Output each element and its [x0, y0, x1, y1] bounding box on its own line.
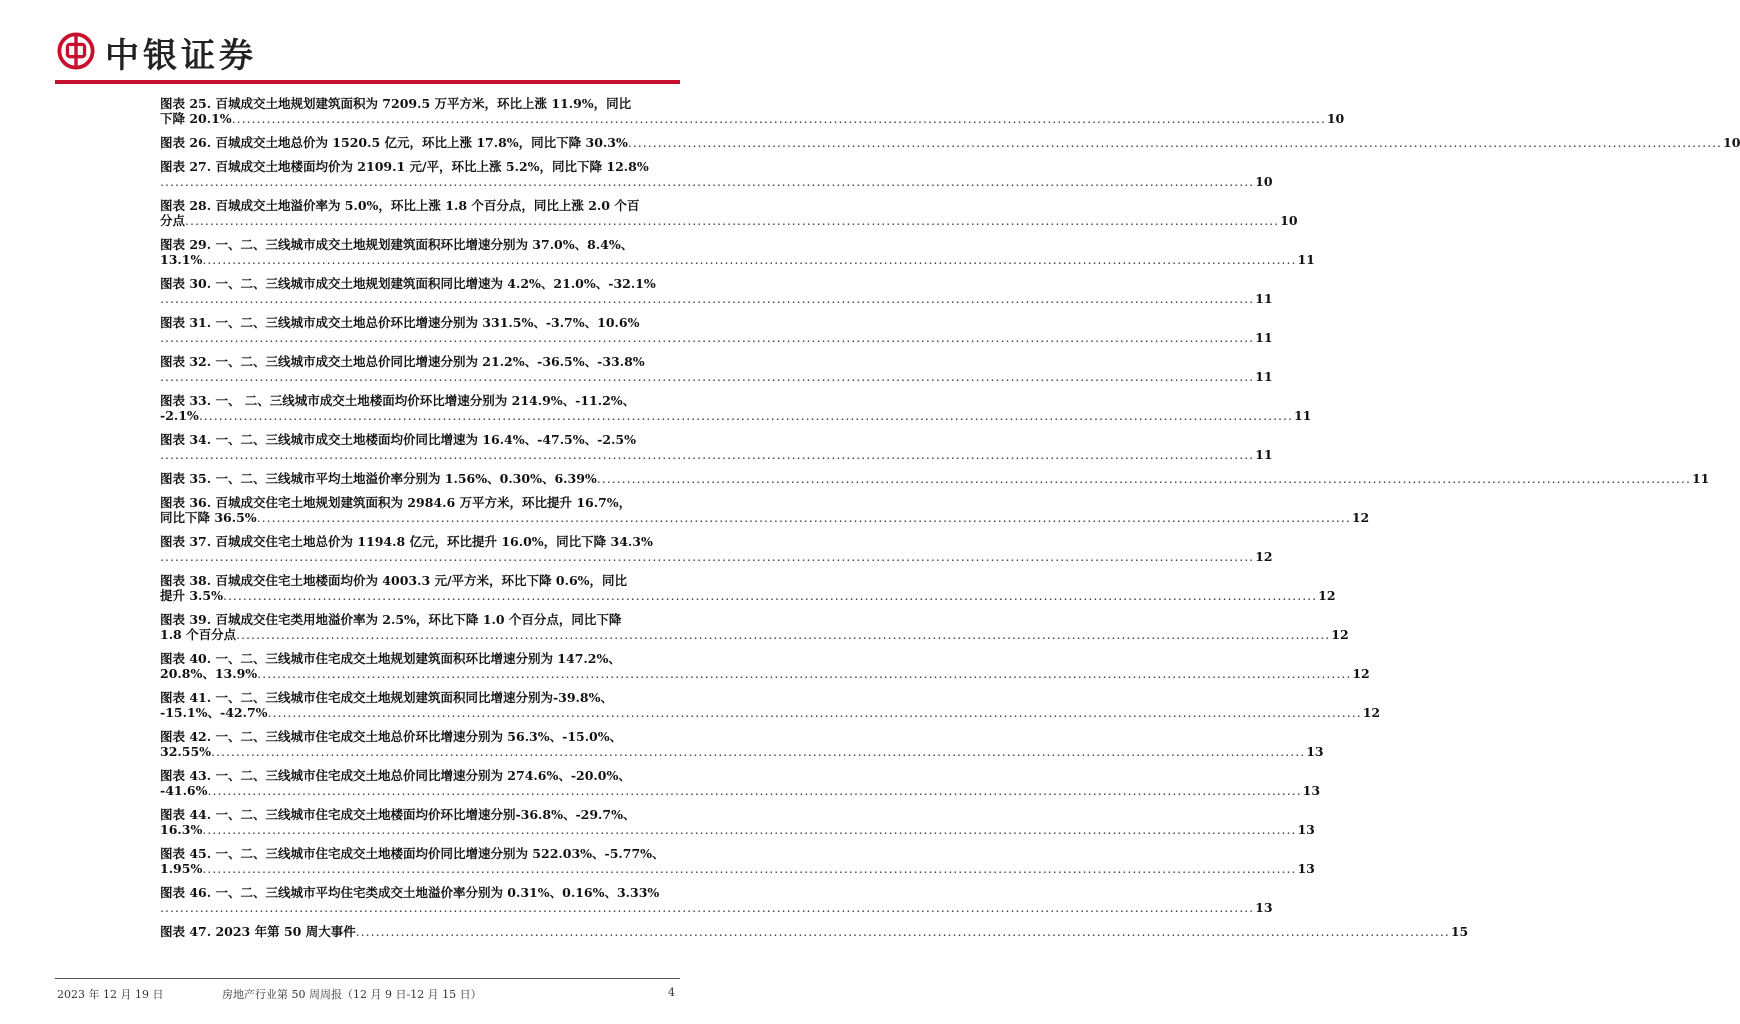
toc-entry-line: [160, 783, 1321, 798]
toc-entry-text: 20.8%、13.9%: [160, 666, 258, 681]
toc-entry[interactable]: [160, 534, 1273, 564]
toc-entry-line: 图表 32. 一、二、三线城市成交土地总价同比增速分别为 21.2%、-36.5%、-33.8%: [160, 354, 645, 369]
toc-entry-text: 13.1%: [160, 252, 203, 267]
toc-entry-line: [160, 213, 1298, 228]
toc-page-number: 13: [1302, 783, 1321, 798]
toc-page-number: 13: [1297, 861, 1315, 876]
toc-entry-text: -15.1%、-42.7%: [160, 705, 268, 720]
toc-entry-line: 图表 28. 百城成交土地溢价率为 5.0%，环比上涨 1.8 个百分点，同比上涨 2.0 个百: [160, 198, 640, 213]
toc-leader-dots: ............................................................................................................................................................................................................................: [222, 588, 1318, 603]
toc-leader-dots: ............................................................................................................................................................................................................................: [207, 783, 1302, 798]
toc-entry-line: 图表 29. 一、二、三线城市成交土地规划建筑面积环比增速分别为 37.0%、8.4%、: [160, 237, 634, 252]
toc-entry-text: 同比下降 36.5%: [160, 510, 257, 525]
toc-entry[interactable]: [160, 573, 1336, 603]
toc-entry-line: [160, 705, 1381, 720]
toc-entry[interactable]: [160, 393, 1312, 423]
toc-leader-dots: ............................................................................................................................................................................................................................: [160, 174, 1255, 189]
toc-entry-text: 32.55%: [160, 744, 212, 759]
toc-entry-line: [160, 666, 1370, 681]
toc-page-number: 11: [1255, 447, 1273, 462]
toc-page-number: 11: [1255, 291, 1273, 306]
toc-entry-text: -41.6%: [160, 783, 208, 798]
toc-page-number: 11: [1255, 369, 1273, 384]
toc-leader-dots: ............................................................................................................................................................................................................................: [267, 705, 1362, 720]
toc-entry-line: [160, 369, 1273, 384]
toc-entry-line: 图表 37. 百城成交住宅土地总价为 1194.8 亿元，环比提升 16.0%，同比下降 34.3%: [160, 534, 653, 549]
toc-entry[interactable]: [160, 690, 1381, 720]
table-of-figures: [160, 96, 1740, 948]
toc-leader-dots: ............................................................................................................................................................................................................................: [160, 330, 1255, 345]
toc-page-number: 12: [1352, 666, 1370, 681]
toc-entry-line: [160, 861, 1315, 876]
page-number: 4: [668, 986, 675, 999]
toc-page-number: 11: [1691, 471, 1710, 486]
toc-leader-dots: ............................................................................................................................................................................................................................: [160, 900, 1255, 915]
toc-entry-line: 图表 25. 百城成交土地规划建筑面积为 7209.5 万平方米，环比上涨 11.9%，同比: [160, 96, 632, 111]
toc-entry[interactable]: [160, 924, 1469, 939]
toc-entry-text: 分点: [160, 213, 186, 228]
toc-entry-line: [160, 924, 1469, 939]
toc-leader-dots: ............................................................................................................................................................................................................................: [160, 447, 1255, 462]
toc-leader-dots: ............................................................................................................................................................................................................................: [257, 666, 1352, 681]
toc-entry-line: 图表 44. 一、二、三线城市住宅成交土地楼面均价环比增速分别-36.8%、-29.7%、: [160, 807, 636, 822]
toc-entry-text: 16.3%: [160, 822, 203, 837]
toc-entry-line: [160, 588, 1336, 603]
toc-entry-line: [160, 447, 1273, 462]
toc-entry[interactable]: [160, 885, 1273, 915]
report-date: 2023 年 12 月 19 日: [57, 988, 164, 1001]
toc-entry-line: [160, 471, 1710, 486]
toc-entry-line: [160, 627, 1349, 642]
toc-entry-line: 图表 39. 百城成交住宅类用地溢价率为 2.5%，环比下降 1.0 个百分点，同比下降: [160, 612, 622, 627]
toc-entry-text: 提升 3.5%: [160, 588, 223, 603]
toc-entry-line: [160, 111, 1345, 126]
toc-page-number: 11: [1297, 252, 1315, 267]
bank-of-china-logo-icon: [57, 32, 95, 70]
toc-page-number: 12: [1362, 705, 1381, 720]
toc-page-number: 12: [1255, 549, 1273, 564]
footer-divider: [55, 978, 680, 979]
toc-entry-line: [160, 174, 1273, 189]
toc-entry-line: [160, 510, 1370, 525]
toc-entry-line: 图表 38. 百城成交住宅土地楼面均价为 4003.3 元/平方米，环比下降 0.6%，同比: [160, 573, 628, 588]
toc-entry-line: [160, 549, 1273, 564]
toc-entry[interactable]: [160, 471, 1710, 486]
toc-entry-text: 图表 47. 2023 年第 50 周大事件: [160, 924, 356, 939]
toc-leader-dots: ............................................................................................................................................................................................................................: [355, 924, 1450, 939]
toc-entry-line: 图表 46. 一、二、三线城市平均住宅类成交土地溢价率分别为 0.31%、0.16%、3.33%: [160, 885, 660, 900]
toc-leader-dots: ............................................................................................................................................................................................................................: [202, 861, 1297, 876]
toc-entry-text: 图表 35. 一、二、三线城市平均土地溢价率分别为 1.56%、0.30%、6.39%: [160, 471, 597, 486]
toc-entry-text: 1.8 个百分点: [160, 627, 237, 642]
toc-entry[interactable]: [160, 651, 1370, 681]
toc-entry[interactable]: [160, 432, 1273, 462]
toc-entry[interactable]: [160, 495, 1370, 525]
toc-page-number: 12: [1318, 588, 1336, 603]
toc-page-number: 11: [1255, 330, 1273, 345]
toc-entry[interactable]: [160, 846, 1315, 876]
toc-page-number: 11: [1293, 408, 1312, 423]
toc-page-number: 10: [1255, 174, 1273, 189]
toc-entry-line: [160, 135, 1740, 150]
toc-entry[interactable]: [160, 768, 1321, 798]
toc-entry-text: 1.95%: [160, 861, 203, 876]
toc-page-number: 12: [1351, 510, 1370, 525]
toc-entry[interactable]: [160, 354, 1273, 384]
toc-leader-dots: ............................................................................................................................................................................................................................: [236, 627, 1331, 642]
toc-page-number: 13: [1306, 744, 1324, 759]
toc-page-number: 12: [1331, 627, 1349, 642]
toc-entry-line: [160, 408, 1312, 423]
toc-entry[interactable]: [160, 159, 1273, 189]
toc-entry[interactable]: [160, 315, 1273, 345]
toc-page-number: 13: [1297, 822, 1315, 837]
toc-entry-line: [160, 330, 1273, 345]
toc-page-number: 13: [1255, 900, 1273, 915]
report-title: 房地产行业第 50 周周报（12 月 9 日-12 月 15 日）: [222, 988, 482, 1001]
toc-entry-line: 图表 40. 一、二、三线城市住宅成交土地规划建筑面积环比增速分别为 147.2%、: [160, 651, 621, 666]
toc-entry-line: 图表 42. 一、二、三线城市住宅成交土地总价环比增速分别为 56.3%、-15.0%、: [160, 729, 623, 744]
toc-entry[interactable]: [160, 612, 1349, 642]
toc-entry-line: 图表 45. 一、二、三线城市住宅成交土地楼面均价同比增速分别为 522.03%、-5.77%、: [160, 846, 665, 861]
toc-page-number: 10: [1326, 111, 1345, 126]
toc-entry-line: [160, 252, 1315, 267]
toc-leader-dots: ............................................................................................................................................................................................................................: [202, 252, 1297, 267]
toc-page-number: 10: [1723, 135, 1740, 150]
toc-leader-dots: ............................................................................................................................................................................................................................: [160, 369, 1255, 384]
toc-entry[interactable]: [160, 135, 1740, 150]
toc-entry-text: -2.1%: [160, 408, 199, 423]
toc-entry-line: 图表 36. 百城成交住宅土地规划建筑面积为 2984.6 万平方米，环比提升 16.7%，: [160, 495, 632, 510]
toc-entry-line: 图表 34. 一、二、三线城市成交土地楼面均价同比增速为 16.4%、-47.5%、-2.5%: [160, 432, 636, 447]
toc-leader-dots: ............................................................................................................................................................................................................................: [231, 111, 1326, 126]
toc-entry-line: [160, 900, 1273, 915]
toc-leader-dots: ............................................................................................................................................................................................................................: [211, 744, 1306, 759]
toc-leader-dots: ............................................................................................................................................................................................................................: [160, 549, 1255, 564]
toc-entry-line: 图表 41. 一、二、三线城市住宅成交土地规划建筑面积同比增速分别为-39.8%、: [160, 690, 613, 705]
toc-page-number: 15: [1450, 924, 1469, 939]
brand-name: 中银证券: [105, 36, 257, 76]
toc-page-number: 10: [1280, 213, 1298, 228]
toc-entry-text: 下降 20.1%: [160, 111, 232, 126]
toc-entry[interactable]: [160, 237, 1315, 267]
toc-entry-line: [160, 291, 1273, 306]
toc-leader-dots: ............................................................................................................................................................................................................................: [627, 135, 1722, 150]
toc-entry-line: 图表 30. 一、二、三线城市成交土地规划建筑面积同比增速为 4.2%、21.0%、-32.1%: [160, 276, 656, 291]
toc-entry[interactable]: [160, 729, 1324, 759]
toc-leader-dots: ............................................................................................................................................................................................................................: [160, 291, 1255, 306]
toc-entry-line: 图表 27. 百城成交土地楼面均价为 2109.1 元/平，环比上涨 5.2%，同比下降 12.8%: [160, 159, 649, 174]
toc-entry[interactable]: [160, 198, 1298, 228]
toc-entry-line: 图表 31. 一、二、三线城市成交土地总价环比增速分别为 331.5%、-3.7%、10.6%: [160, 315, 640, 330]
toc-entry[interactable]: [160, 276, 1273, 306]
toc-leader-dots: ............................................................................................................................................................................................................................: [202, 822, 1297, 837]
toc-entry-text: 图表 26. 百城成交土地总价为 1520.5 亿元，环比上涨 17.8%，同比下降 30.3%: [160, 135, 628, 150]
toc-leader-dots: ............................................................................................................................................................................................................................: [185, 213, 1280, 228]
toc-entry[interactable]: [160, 96, 1345, 126]
toc-entry-line: 图表 33. 一、 二、三线城市成交土地楼面均价环比增速分别为 214.9%、-11.2%、: [160, 393, 636, 408]
page-header: [0, 0, 724, 86]
toc-leader-dots: ............................................................................................................................................................................................................................: [256, 510, 1351, 525]
toc-entry-line: [160, 822, 1315, 837]
toc-entry-line: [160, 744, 1324, 759]
toc-leader-dots: ............................................................................................................................................................................................................................: [198, 408, 1293, 423]
toc-leader-dots: ............................................................................................................................................................................................................................: [596, 471, 1691, 486]
toc-entry-line: 图表 43. 一、二、三线城市住宅成交土地总价同比增速分别为 274.6%、-20.0%、: [160, 768, 631, 783]
header-divider: [55, 80, 680, 84]
toc-entry[interactable]: [160, 807, 1315, 837]
